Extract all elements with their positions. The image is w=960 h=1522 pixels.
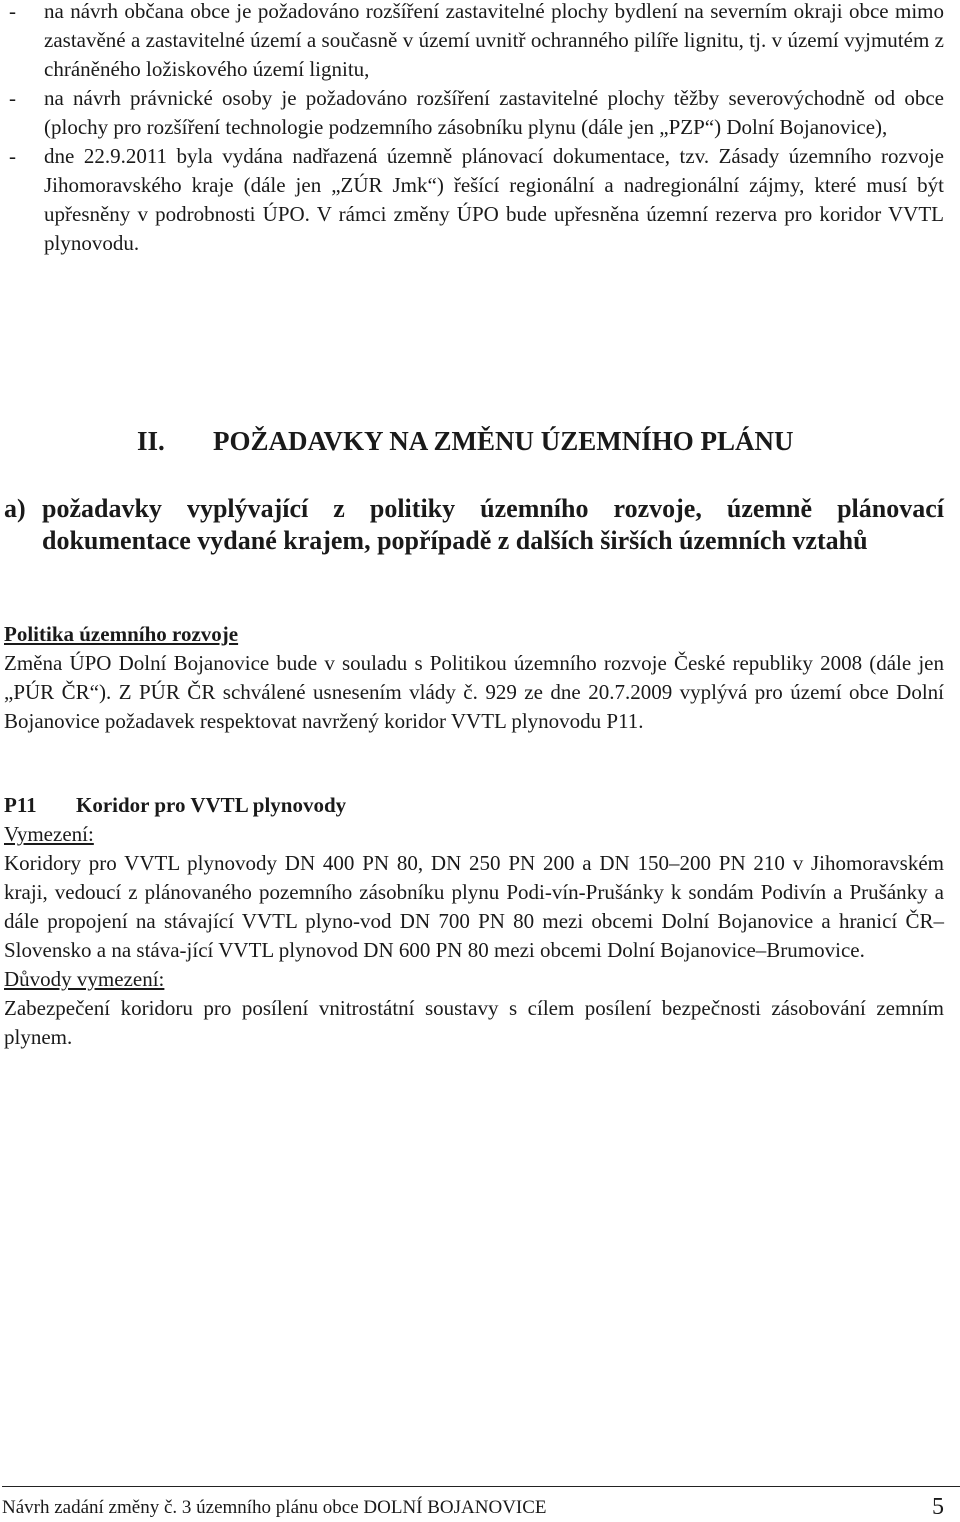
vymezeni-label: Vymezení: (4, 822, 94, 846)
p11-heading (4, 791, 944, 820)
bullet-dash: - (9, 0, 16, 23)
politika-heading: Politika územního rozvoje (4, 622, 239, 646)
duvody-label: Důvody vymezení: (4, 967, 165, 991)
bullet-text: dne 22.9.2011 byla vydána nadřazená územně plánovací dokumentace, tzv. Zásady územního rozvoje Jihomoravského kraje (dále jen „ZÚR Jmk“) řešící regionální a nadregionální zájmy, které musí být upřesněny v podrobnosti ÚPO. V rámci změny ÚPO bude upřesněna územní rezerva pro koridor VVTL plynovodu. (44, 144, 944, 255)
chapter-heading (0, 424, 960, 458)
p11-title: Koridor pro VVTL plynovody (76, 793, 347, 817)
bullet-list (0, 0, 960, 258)
list-item (0, 142, 960, 258)
bullet-dash: - (9, 86, 16, 110)
bullet-text: na návrh právnické osoby je požadováno rozšíření zastavitelné plochy těžby severovýchodně od obce (plochy pro rozšíření technologie podzemního zásobníku plynu (dále jen „PZP“) Dolní Bojanovice), (44, 86, 944, 139)
subsection-heading (4, 493, 944, 557)
footer-divider (2, 1486, 960, 1487)
chapter-title: POŽADAVKY NA ZMĚNU ÚZEMNÍHO PLÁNU (213, 426, 794, 456)
duvody-text: Zabezpečení koridoru pro posílení vnitrostátní soustavy s cílem posílení bezpečnosti zásobování zemním plynem. (4, 996, 944, 1049)
bullet-text: na návrh občana obce je požadováno rozšíření zastavitelné plochy bydlení na severním okraji obce mimo zastavěné a zastavitelné území a současně v území uvnitř ochranného pilíře lignitu, tj. v území vyjmutém z chráněného ložiskového území lignitu, (44, 0, 944, 81)
p11-number: P11 (4, 793, 37, 817)
page-footer (0, 1480, 960, 1522)
chapter-number: II. (137, 426, 165, 456)
politika-section (4, 620, 944, 736)
subsection-title: požadavky vyplývající z politiky územního rozvoje, územně plánovací dokumentace vydané krajem, popřípadě z dalších širších územních vztahů (42, 494, 944, 555)
page-number: 5 (932, 1494, 944, 1520)
p11-section (4, 791, 944, 1052)
politika-text: Změna ÚPO Dolní Bojanovice bude v souladu s Politikou územního rozvoje České republiky 2008 (dále jen „PÚR ČR“). Z PÚR ČR schválené usnesením vlády č. 929 ze dne 20.7.2009 vyplývá pro území obce Dolní Bojanovice požadavek respektovat navržený koridor VVTL plynovodu P11. (4, 651, 944, 733)
bullet-dash: - (9, 144, 16, 168)
list-item (0, 84, 960, 142)
vymezeni-text: Koridory pro VVTL plynovody DN 400 PN 80, DN 250 PN 200 a DN 150–200 PN 210 v Jihomoravském kraji, vedoucí z plánovaného pozemního zásobníku plynu Podi-vín-Prušánky k sondám Podivín a Prušánky a dále propojení na stávající VVTL plyno-vod DN 700 PN 80 mezi obcemi Dolní Bojanovice a hranicí ČR–Slovensko a na stáva-jící VVTL plynovod DN 600 PN 80 mezi obcemi Dolní Bojanovice–Brumovice. (4, 851, 944, 962)
footer-text: Návrh zadání změny č. 3 územního plánu obce DOLNÍ BOJANOVICE (2, 1497, 547, 1518)
list-item (0, 0, 960, 84)
subsection-letter: a) (4, 494, 26, 523)
